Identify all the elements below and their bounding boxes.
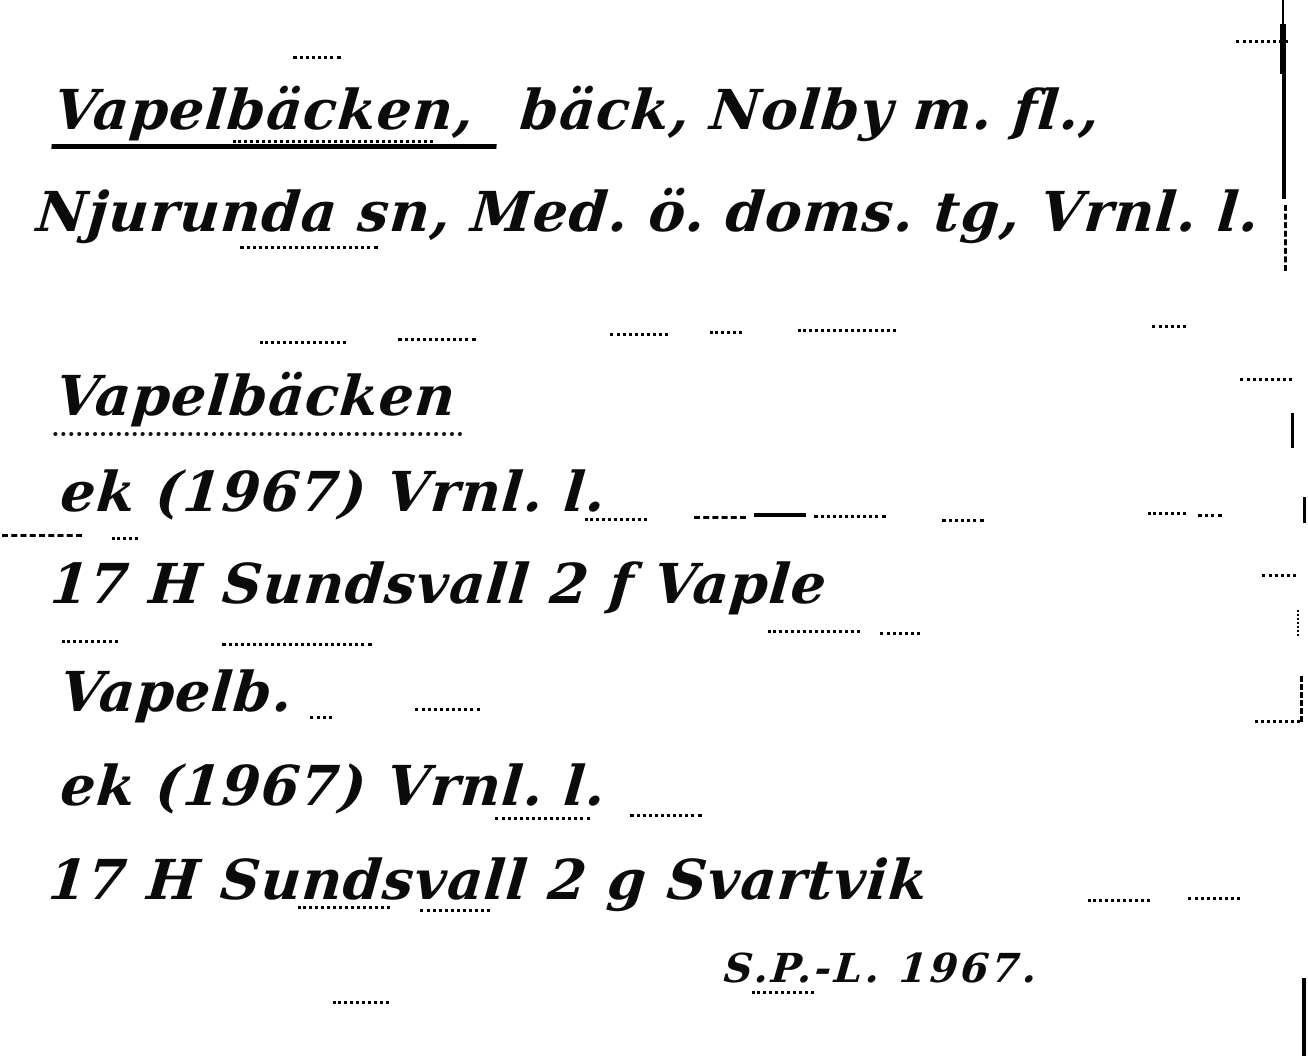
- scan-artifact-rule: [1262, 574, 1296, 577]
- scan-artifact-rule: [398, 338, 476, 341]
- entry-short-name: Vapelb.: [57, 659, 296, 724]
- scan-artifact-rule: [610, 333, 668, 336]
- scan-artifact-rule: [1240, 378, 1292, 381]
- scan-artifact-rule: [754, 513, 806, 517]
- scan-artifact-rule: [1198, 514, 1222, 517]
- scan-artifact-underline: [880, 632, 920, 635]
- entry-place-name: [54, 364, 469, 427]
- scan-artifact-edge-line: [1284, 205, 1287, 271]
- heading-line-1: [52, 78, 1103, 141]
- scan-artifact-underline: [420, 909, 490, 912]
- entry-map-ref-2: 17 H Sundsvall 2 g Svartvik: [45, 847, 931, 912]
- scan-artifact-edge-line: [1282, 74, 1286, 199]
- entry-source-2: ek (1967) Vrnl. l.: [57, 753, 610, 818]
- scan-artifact-edge-tick: [1303, 497, 1306, 523]
- scan-artifact-underline: [495, 817, 590, 820]
- scan-artifact-dots: [233, 140, 433, 143]
- scan-artifact-rule: [814, 515, 886, 518]
- scan-artifact-edge-line: [1280, 24, 1286, 74]
- scan-artifact-dots: [1236, 40, 1288, 43]
- entry-source-1: ek (1967) Vrnl. l.: [57, 459, 610, 524]
- scan-artifact-underline: [768, 630, 860, 633]
- scan-artifact-underline: [298, 906, 390, 909]
- scan-artifact-dots: [333, 1001, 389, 1004]
- scan-artifact-underline: [752, 991, 814, 994]
- scan-artifact-rule: [1148, 512, 1186, 515]
- scan-artifact-underline: [630, 814, 702, 817]
- scan-artifact-underline: [1188, 897, 1240, 900]
- scan-artifact-underline: [62, 640, 118, 643]
- signature: S.P.-L. 1967.: [722, 945, 1042, 992]
- scan-artifact-rule: [942, 519, 984, 522]
- scan-artifact-rule: [694, 516, 746, 519]
- scan-artifact-rule: [112, 537, 138, 540]
- scan-artifact-rule: [798, 329, 896, 332]
- scan-artifact-rule: [2, 534, 82, 537]
- scan-artifact-rule: [585, 518, 647, 521]
- scan-artifact-rule: [260, 341, 346, 344]
- place-name-underlined: Vapelbäcken,: [51, 77, 503, 149]
- scan-artifact-dots: [415, 708, 480, 711]
- entry-place-name-text: Vapelbäcken: [53, 363, 469, 436]
- scan-artifact-edge-line: [1291, 413, 1294, 448]
- heading-description: bäck, Nolby m. fl.,: [497, 77, 1103, 142]
- scan-artifact-underline: [222, 643, 372, 646]
- scan-artifact-edge-line: [1297, 610, 1299, 636]
- scan-artifact-edge-line: [1302, 978, 1306, 1056]
- scan-artifact-edge-line: [1300, 676, 1303, 722]
- heading-line-2: Njurunda sn, Med. ö. doms. tg, Vrnl. l.: [33, 179, 1263, 244]
- scan-artifact-dots: [1255, 720, 1300, 723]
- scan-artifact-underline: [1088, 899, 1150, 902]
- entry-map-ref-1: 17 H Sundsvall 2 f Vaple: [47, 551, 830, 616]
- scan-artifact-dots: [240, 246, 378, 249]
- scan-artifact-dots: [310, 716, 332, 719]
- scan-artifact-dots: [293, 56, 341, 59]
- scan-artifact-rule: [710, 331, 742, 334]
- scan-artifact-edge-line: [1282, 0, 1284, 24]
- scan-artifact-rule: [1152, 325, 1186, 328]
